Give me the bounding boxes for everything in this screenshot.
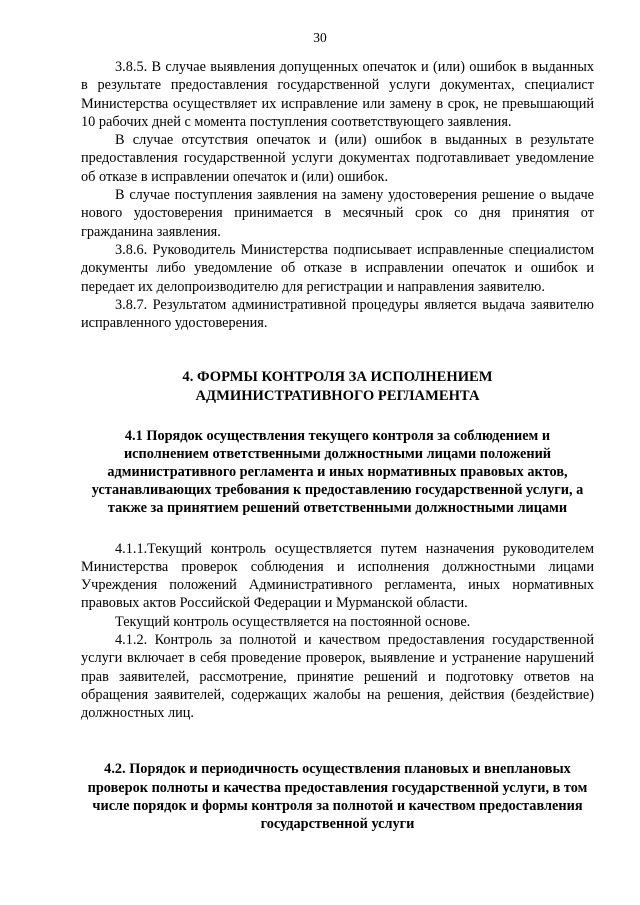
paragraph-3-8-5: 3.8.5. В случае выявления допущенных опечаток и (или) ошибок в выданных в результате предоставления государственной услуги документах, специалист Министерства осуществляет их исправление или замену в срок, не превышающий 10 рабочих дней с момента поступления соответствующего заявления. bbox=[81, 59, 594, 130]
section-4-heading-line-2: АДМИНИСТРАТИВНОГО РЕГЛАМЕНТА bbox=[195, 387, 480, 404]
subsection-4-1-heading: 4.1 Порядок осуществления текущего контроля за соблюдением и исполнением ответственными должностными лицами положений административного регламента и иных нормативных правовых актов, устанавливающих требования к предоставлению государственной услуги, а также за принятием решений ответственными должностными лицами bbox=[91, 428, 584, 517]
paragraph-replacement: В случае поступления заявления на замену удостоверения решение о выдаче нового удостоверения принимается в месячный срок со дня принятия от гражданина заявления. bbox=[81, 187, 594, 240]
subsection-4-2-heading: 4.2. Порядок и периодичность осуществления плановых и внеплановых проверок полноты и качества предоставления государственной услуги, в том числе порядок и формы контроля за полнотой и качеством предоставления государственной услуги bbox=[87, 761, 588, 832]
paragraph-no-errors: В случае отсутствия опечаток и (или) ошибок в выданных в результате предоставления государственной услуги документах подготавливает уведомление об отказе в исправлении опечаток и (или) ошибок. bbox=[81, 132, 594, 185]
paragraph-permanent-basis: Текущий контроль осуществляется на постоянной основе. bbox=[115, 613, 471, 630]
paragraph-3-8-6: 3.8.6. Руководитель Министерства подписывает исправленные специалистом документы либо уведомление об отказе в исправлении опечаток и ошибок и передает их делопроизводителю для регистрации и направления заявителю. bbox=[81, 241, 594, 295]
section-4-heading-line-1: 4. ФОРМЫ КОНТРОЛЯ ЗА ИСПОЛНЕНИЕМ bbox=[182, 369, 493, 386]
paragraph-3-8-7: 3.8.7. Результатом административной процедуры является выдача заявителю исправленного удостоверения. bbox=[81, 296, 594, 332]
document-body bbox=[81, 58, 594, 833]
paragraph-4-1-1: 4.1.1.Текущий контроль осуществляется путем назначения руководителем Министерства проверок соблюдения и исполнения должностными лицами Учреждения положений Административного регламента, иных нормативных правовых актов Российской Федерации и Мурманской области. bbox=[81, 540, 594, 612]
page-number: 30 bbox=[313, 30, 327, 45]
paragraph-4-1-2: 4.1.2. Контроль за полнотой и качеством предоставления государственной услуги включает в себя проведение проверок, выявление и устранение нарушений прав заявителей, рассмотрение, принятие решений и подготовку ответов на обращения заявителей, содержащих жалобы на решения, действия (бездействие) должностных лиц. bbox=[81, 632, 594, 722]
